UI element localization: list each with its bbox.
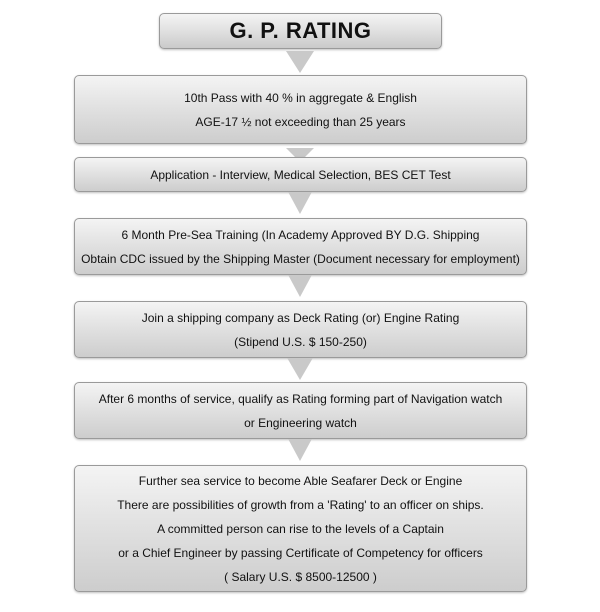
- down-arrow-icon: [286, 192, 314, 214]
- step-line: There are possibilities of growth from a 'Rating' to an officer on ships.: [117, 497, 484, 512]
- title-box: [159, 13, 442, 49]
- step-line: Application - Interview, Medical Selection, BES CET Test: [150, 167, 451, 182]
- step-join-company: [74, 301, 527, 358]
- step-career-growth: [74, 465, 527, 592]
- step-qualify-watch: [74, 382, 527, 439]
- page-title: G. P. RATING: [229, 18, 372, 43]
- step-line: After 6 months of service, qualify as Rating forming part of Navigation watch: [98, 391, 503, 406]
- down-arrow-icon: [286, 358, 314, 380]
- step-line: Join a shipping company as Deck Rating (or) Engine Rating: [141, 310, 460, 325]
- step-line: A committed person can rise to the levels of a Captain: [157, 521, 444, 536]
- down-arrow-icon: [286, 51, 314, 73]
- down-arrow-icon: [286, 275, 314, 297]
- step-line: or Engineering watch: [244, 415, 357, 430]
- step-line: Obtain CDC issued by the Shipping Master (Document necessary for employment): [81, 251, 520, 266]
- step-line: ( Salary U.S. $ 8500-12500 ): [224, 569, 377, 584]
- step-line: or a Chief Engineer by passing Certificate of Competency for officers: [118, 545, 483, 560]
- step-line: (Stipend U.S. $ 150-250): [234, 334, 367, 349]
- step-pre-sea-training: [74, 218, 527, 275]
- step-line: AGE-17 ½ not exceeding than 25 years: [195, 114, 406, 129]
- step-eligibility: [74, 75, 527, 144]
- step-line: 6 Month Pre-Sea Training (In Academy Approved BY D.G. Shipping: [121, 227, 480, 242]
- step-line: Further sea service to become Able Seafarer Deck or Engine: [138, 473, 463, 488]
- step-line: 10th Pass with 40 % in aggregate & English: [184, 90, 417, 105]
- step-application: [74, 157, 527, 192]
- down-arrow-icon: [286, 439, 314, 461]
